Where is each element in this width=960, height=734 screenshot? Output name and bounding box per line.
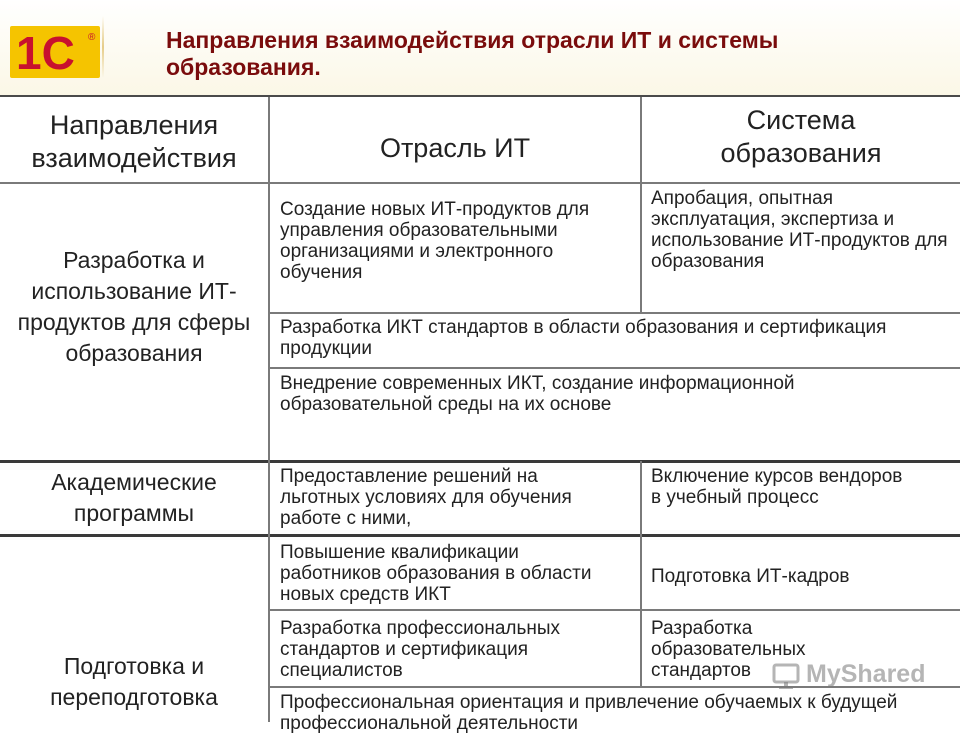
header-education: Система образования (720, 105, 882, 168)
edu-approbation: Апробация, опытная эксплуатация, экспертиза и использование ИТ-продуктов для образования (651, 188, 948, 272)
slide-header (0, 0, 960, 96)
grid-col2-right-r1 (640, 183, 642, 313)
direction-training: Подготовка и переподготовка (50, 653, 218, 710)
grid-row1-bottom (0, 460, 960, 463)
logo-separator (102, 16, 104, 78)
it-preferential-solutions: Предоставление решений на льготных условиях для обучения работе с ними, (280, 466, 572, 529)
edu-it-training: Подготовка ИТ-кадров (651, 566, 850, 587)
grid-col2-right-r3 (640, 535, 642, 687)
shared-ict-implementation: Внедрение современных ИКТ, создание информационной образовательной среды на их основе (280, 373, 795, 415)
header-it-industry: Отрасль ИТ (379, 133, 531, 163)
grid-r1-line1 (270, 312, 960, 314)
shared-career-guidance: Профессиональная ориентация и привлечение обучаемых к будущей профессиональной деятельности (280, 692, 898, 734)
grid-row2-bottom (0, 534, 960, 537)
it-professional-standards: Разработка профессиональных стандартов и сертификация специалистов (280, 618, 561, 681)
header-directions: Направления взаимодействия (31, 110, 237, 173)
direction-academic-programs: Академические программы (51, 469, 217, 526)
grid-col1-right (268, 97, 270, 722)
logo-text: 1С (16, 27, 75, 78)
shared-ict-standards: Разработка ИКТ стандартов в области образования и сертификация продукции (280, 317, 887, 359)
grid-r3-line1 (270, 609, 960, 611)
it-new-products: Создание новых ИТ-продуктов для управления образовательными организациями и электронного обучения (280, 199, 590, 283)
it-qualification: Повышение квалификации работников образования в области новых средств ИКТ (280, 542, 592, 605)
logo-registered: ® (88, 32, 96, 43)
watermark-text: MyShared (806, 660, 926, 688)
grid-header-bottom (0, 182, 960, 184)
slide-title: Направления взаимодействия отрасли ИТ и системы образования. (166, 27, 779, 80)
myshared-watermark (772, 660, 932, 692)
interaction-table (0, 95, 960, 734)
1c-logo (10, 26, 100, 78)
presentation-icon (772, 662, 800, 690)
grid-col2-right-r2 (640, 461, 642, 535)
direction-development: Разработка и использование ИТ-продуктов для сферы образования (17, 247, 251, 366)
grid-col2-right-header (640, 97, 642, 183)
edu-vendor-courses: Включение курсов вендоров в учебный процесс (651, 466, 903, 508)
edu-educational-standards: Разработка образовательных стандартов (651, 618, 806, 681)
grid-r1-line2 (270, 367, 960, 369)
